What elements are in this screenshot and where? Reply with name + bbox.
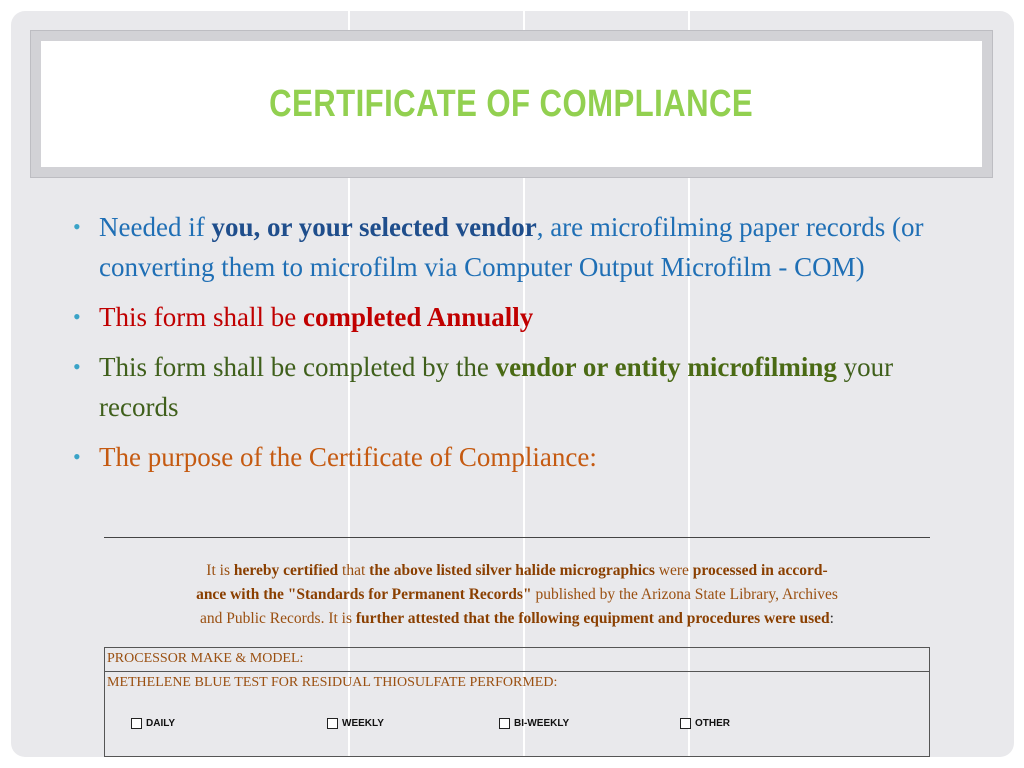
bullet-icon: •	[73, 304, 81, 329]
processor-row	[105, 648, 929, 672]
cert-text: :	[829, 610, 834, 627]
cert-text: It is	[206, 562, 234, 579]
option-label: BI-WEEKLY	[514, 718, 570, 729]
slide	[11, 11, 1014, 757]
bullet-icon: •	[73, 354, 81, 379]
slide-title: CERTIFICATE OF COMPLIANCE	[269, 82, 754, 125]
bullet-list	[73, 207, 953, 487]
bullet-item	[73, 437, 953, 477]
processor-label: PROCESSOR MAKE & MODEL:	[107, 651, 304, 666]
bullet-emphasis: completed Annually	[302, 302, 534, 332]
bullet-text: This form shall be completed by the	[99, 352, 496, 382]
checkbox-icon[interactable]	[327, 718, 338, 729]
cert-text: that	[338, 562, 370, 579]
compliance-form	[104, 647, 930, 757]
cert-emphasis: further attested that the following equipment and procedures were used	[355, 610, 830, 627]
option-label: DAILY	[146, 718, 176, 729]
bullet-icon: •	[73, 444, 81, 469]
option-label: WEEKLY	[342, 718, 384, 729]
frequency-options	[131, 718, 911, 736]
bullet-emphasis: you, or your selected vendor	[211, 212, 537, 242]
cert-emphasis: the above listed silver halide micrographics	[369, 562, 655, 579]
bullet-text: your records	[99, 352, 894, 422]
bullet-text: Needed if	[99, 212, 212, 242]
bullet-item	[73, 347, 953, 427]
option-other[interactable]	[680, 718, 730, 729]
cert-emphasis: ance with the "Standards for Permanent Records"	[196, 586, 532, 603]
bullet-icon: •	[73, 214, 81, 239]
cert-text: published by the Arizona State Library, Archives	[531, 586, 838, 603]
option-weekly[interactable]	[327, 718, 384, 729]
checkbox-icon[interactable]	[680, 718, 691, 729]
bullet-item	[73, 297, 953, 337]
bullet-item	[73, 207, 953, 287]
option-daily[interactable]	[131, 718, 175, 729]
cert-emphasis: processed in accord-	[692, 562, 828, 579]
bullet-emphasis: vendor or entity microfilming	[495, 352, 837, 382]
test-row	[105, 672, 929, 694]
divider	[104, 537, 930, 538]
cert-emphasis: hereby certified	[233, 562, 339, 579]
cert-text: were	[654, 562, 693, 579]
title-box	[41, 41, 982, 167]
option-label: OTHER	[695, 718, 730, 729]
bullet-text: The purpose of the Certificate of Compliance:	[99, 442, 597, 472]
checkbox-icon[interactable]	[131, 718, 142, 729]
bullet-text: , are microfilming paper records (or converting them to microfilm via Computer Output Microfilm - COM)	[99, 212, 924, 282]
checkbox-icon[interactable]	[499, 718, 510, 729]
bullet-text: This form shall be	[99, 302, 303, 332]
cert-text: and Public Records. It is	[200, 610, 356, 627]
certification-paragraph	[104, 559, 930, 631]
title-frame	[30, 30, 993, 178]
option-bi-weekly[interactable]	[499, 718, 569, 729]
test-label: METHELENE BLUE TEST FOR RESIDUAL THIOSULFATE PERFORMED:	[107, 675, 558, 690]
